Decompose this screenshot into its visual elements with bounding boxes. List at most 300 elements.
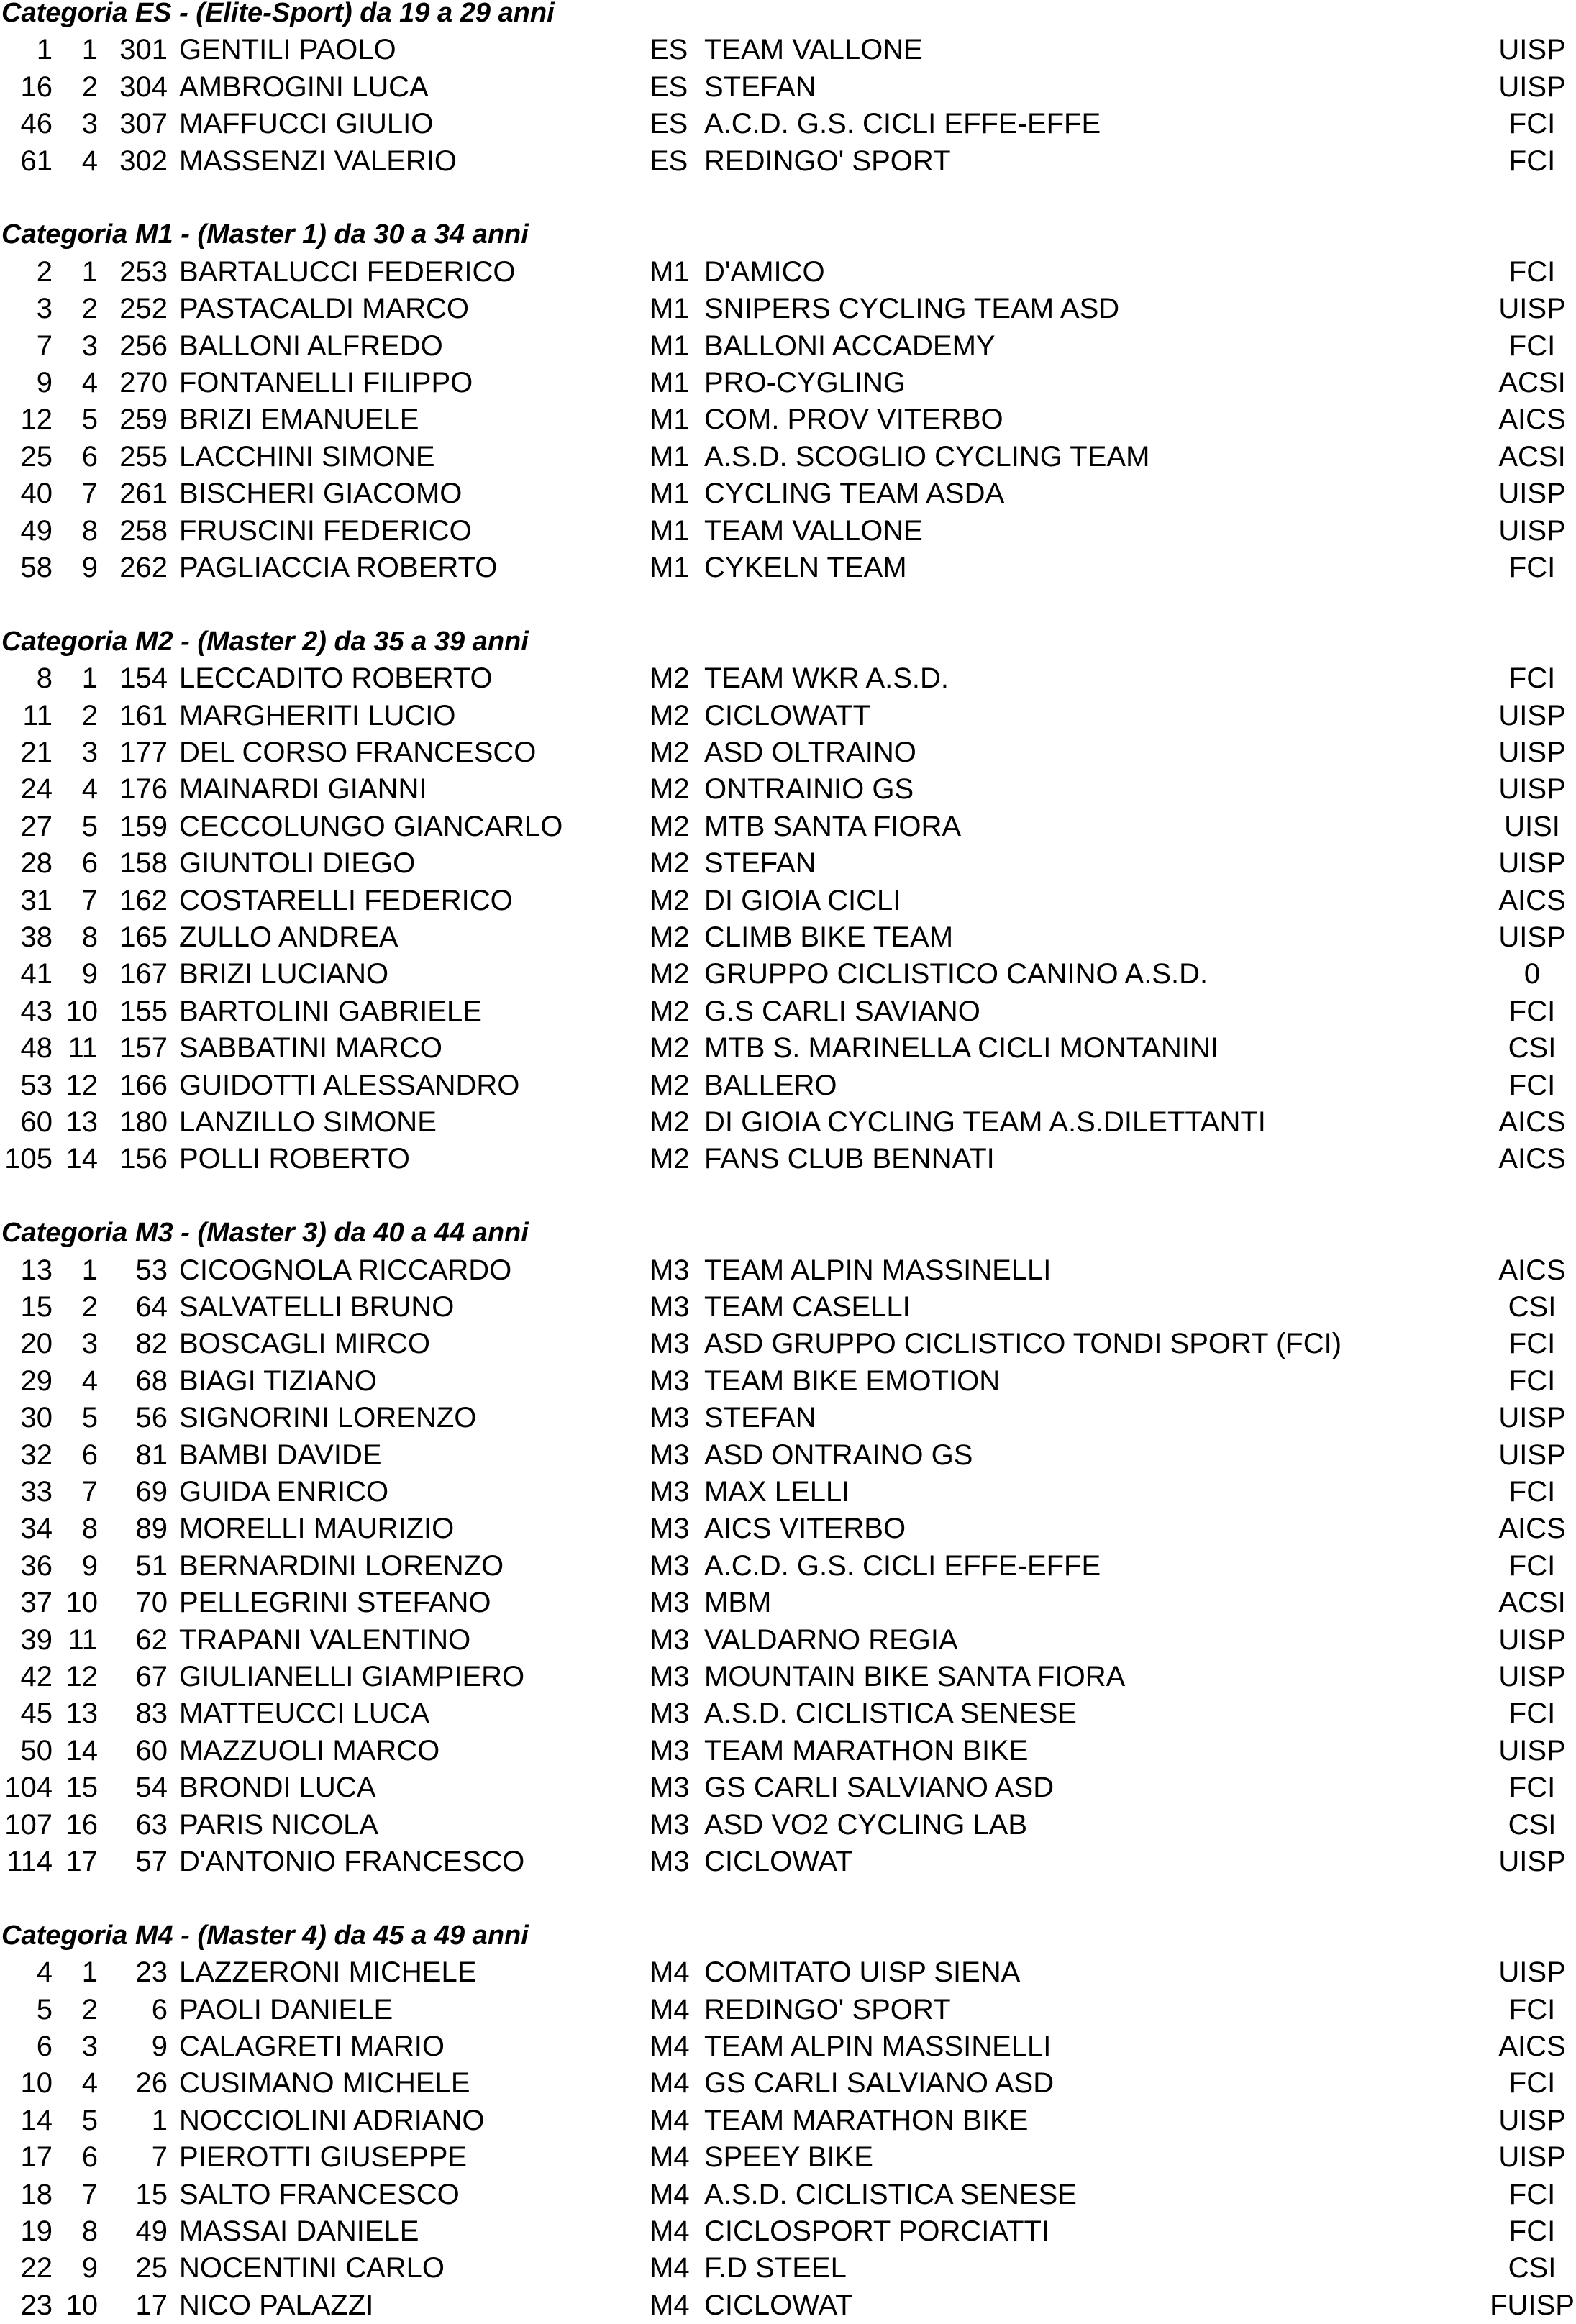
federation: FCI — [1508, 255, 1556, 288]
rider-name: BIAGI TIZIANO — [179, 1364, 377, 1397]
team-name: COMITATO UISP SIENA — [704, 1956, 1021, 1989]
category-code: M2 — [650, 699, 690, 732]
category-position: 17 — [65, 1846, 98, 1877]
federation: UISP — [1498, 773, 1566, 806]
team-name: TEAM ALPIN MASSINELLI — [704, 2031, 1052, 2062]
team-name: ASD ONTRAINO GS — [704, 1439, 973, 1471]
bib-number: 7 — [151, 2141, 168, 2174]
category-code: M2 — [650, 1032, 690, 1065]
category-position: 2 — [81, 699, 98, 732]
bib-number: 62 — [135, 1623, 168, 1656]
federation: UISP — [1498, 1623, 1566, 1656]
federation: FCI — [1508, 1364, 1556, 1397]
federation: UISP — [1498, 1956, 1566, 1989]
category-position: 9 — [81, 1549, 98, 1582]
overall-position: 61 — [20, 145, 53, 177]
bib-number: 1 — [151, 2104, 168, 2136]
team-name: CYKELN TEAM — [704, 552, 907, 583]
result-row — [0, 770, 1576, 808]
overall-position: 18 — [20, 2178, 53, 2210]
result-row — [0, 993, 1576, 1030]
category-code: M3 — [650, 1328, 690, 1360]
federation: FCI — [1508, 329, 1556, 362]
bib-number: 15 — [135, 2178, 168, 2210]
bib-number: 60 — [135, 1734, 168, 1767]
federation: UISP — [1498, 2104, 1566, 2136]
category-position: 10 — [65, 995, 98, 1027]
team-name: REDINGO' SPORT — [704, 145, 951, 177]
bib-number: 270 — [119, 367, 168, 398]
overall-position: 7 — [36, 329, 53, 362]
category-position: 1 — [81, 662, 98, 695]
team-name: GS CARLI SALVIANO ASD — [704, 1772, 1055, 1804]
category-position: 7 — [81, 2178, 98, 2210]
result-row — [0, 1621, 1576, 1659]
rider-name: MAZZUOLI MARCO — [179, 1734, 440, 1767]
category-code: M1 — [650, 367, 690, 398]
federation: UISP — [1498, 293, 1566, 325]
rider-name: ZULLO ANDREA — [179, 921, 398, 953]
federation: FCI — [1508, 2178, 1556, 2210]
overall-position: 40 — [20, 478, 53, 510]
overall-position: 16 — [20, 70, 53, 103]
category-code: M1 — [650, 552, 690, 583]
bib-number: 49 — [135, 2215, 168, 2247]
team-name: TEAM MARATHON BIKE — [704, 1734, 1029, 1767]
rider-name: BAMBI DAVIDE — [179, 1439, 382, 1471]
result-row — [0, 2064, 1576, 2102]
overall-position: 41 — [20, 958, 53, 990]
overall-position: 13 — [20, 1254, 53, 1286]
rider-name: MASSENZI VALERIO — [179, 145, 457, 177]
rider-name: SALTO FRANCESCO — [179, 2178, 460, 2210]
federation: UISP — [1498, 34, 1566, 66]
rider-name: FONTANELLI FILIPPO — [179, 367, 473, 398]
category-code: M3 — [650, 1402, 690, 1434]
category-code: M1 — [650, 293, 690, 325]
team-name: CICLOSPORT PORCIATTI — [704, 2215, 1050, 2247]
bib-number: 304 — [119, 70, 168, 103]
result-row — [0, 1769, 1576, 1806]
rider-name: NICO PALAZZI — [179, 2289, 374, 2321]
bib-number: 162 — [119, 884, 168, 916]
category-position: 15 — [65, 1772, 98, 1804]
category-code: M4 — [650, 2215, 690, 2247]
category-position: 5 — [81, 404, 98, 436]
result-row — [0, 2176, 1576, 2213]
federation: FCI — [1508, 1069, 1556, 1101]
category-position: 13 — [65, 1698, 98, 1730]
result-row — [0, 955, 1576, 993]
overall-position: 36 — [20, 1549, 53, 1582]
federation: AICS — [1498, 2031, 1566, 2062]
rider-name: BISCHERI GIACOMO — [179, 478, 463, 510]
overall-position: 29 — [20, 1364, 53, 1397]
team-name: G.S CARLI SAVIANO — [704, 995, 980, 1027]
category-code: M2 — [650, 773, 690, 806]
bib-number: 180 — [119, 1106, 168, 1138]
bib-number: 6 — [151, 1993, 168, 2025]
federation: 0 — [1523, 958, 1541, 990]
result-row — [0, 1658, 1576, 1695]
team-name: CICLOWATT — [704, 699, 871, 732]
federation: AICS — [1498, 1143, 1566, 1175]
rider-name: MARGHERITI LUCIO — [179, 699, 456, 732]
rider-name: BARTOLINI GABRIELE — [179, 995, 482, 1027]
team-name: AICS VITERBO — [704, 1513, 906, 1545]
overall-position: 50 — [20, 1734, 53, 1767]
result-row — [0, 697, 1576, 734]
federation: AICS — [1498, 1513, 1566, 1545]
bib-number: 252 — [119, 293, 168, 325]
category-position: 4 — [81, 2067, 98, 2100]
rider-name: BRONDI LUCA — [179, 1772, 376, 1804]
federation: ACSI — [1498, 440, 1566, 473]
result-row — [0, 1252, 1576, 1289]
result-row — [0, 808, 1576, 845]
rider-name: BERNARDINI LORENZO — [179, 1549, 504, 1582]
category-code: M1 — [650, 404, 690, 436]
bib-number: 81 — [135, 1439, 168, 1471]
category-position: 3 — [81, 2031, 98, 2062]
result-row — [0, 364, 1576, 401]
federation: UISP — [1498, 921, 1566, 953]
team-name: STEFAN — [704, 1402, 816, 1434]
result-row — [0, 2102, 1576, 2139]
bib-number: 154 — [119, 662, 168, 695]
result-row — [0, 1029, 1576, 1067]
bib-number: 307 — [119, 108, 168, 140]
bib-number: 176 — [119, 773, 168, 806]
bib-number: 57 — [135, 1846, 168, 1877]
category-position: 6 — [81, 1439, 98, 1471]
team-name: SNIPERS CYCLING TEAM ASD — [704, 293, 1120, 325]
bib-number: 256 — [119, 329, 168, 362]
bib-number: 51 — [135, 1549, 168, 1582]
category-position: 11 — [68, 1623, 98, 1656]
category-position: 12 — [65, 1661, 98, 1692]
team-name: D'AMICO — [704, 255, 825, 288]
bib-number: 259 — [119, 404, 168, 436]
rider-name: PIEROTTI GIUSEPPE — [179, 2141, 468, 2174]
category-code: M3 — [650, 1808, 690, 1841]
category-code: ES — [650, 145, 688, 177]
overall-position: 14 — [20, 2104, 53, 2136]
team-name: DI GIOIA CYCLING TEAM A.S.DILETTANTI — [704, 1106, 1266, 1138]
bib-number: 70 — [135, 1587, 168, 1619]
result-row — [0, 1325, 1576, 1362]
result-row — [0, 2138, 1576, 2176]
federation: UISP — [1498, 514, 1566, 547]
result-row — [0, 1473, 1576, 1510]
category-position: 5 — [81, 2104, 98, 2136]
team-name: A.C.D. G.S. CICLI EFFE-EFFE — [704, 1549, 1101, 1582]
result-row — [0, 1732, 1576, 1769]
result-row — [0, 31, 1576, 68]
category-code: M3 — [650, 1661, 690, 1692]
rider-name: BRIZI EMANUELE — [179, 404, 419, 436]
rider-name: PARIS NICOLA — [179, 1808, 379, 1841]
overall-position: 46 — [20, 108, 53, 140]
bib-number: 167 — [119, 958, 168, 990]
category-position: 3 — [81, 108, 98, 140]
team-name: MOUNTAIN BIKE SANTA FIORA — [704, 1661, 1126, 1692]
category-position: 5 — [81, 1402, 98, 1434]
team-name: TEAM VALLONE — [704, 514, 923, 547]
result-row — [0, 68, 1576, 106]
result-row — [0, 290, 1576, 327]
result-row — [0, 1436, 1576, 1474]
result-row — [0, 1103, 1576, 1141]
rider-name: POLLI ROBERTO — [179, 1143, 410, 1175]
category-position: 3 — [81, 737, 98, 768]
category-position: 4 — [81, 1364, 98, 1397]
bib-number: 158 — [119, 847, 168, 880]
result-row — [0, 882, 1576, 919]
federation: CSI — [1508, 1032, 1557, 1065]
category-position: 4 — [81, 773, 98, 806]
category-position: 6 — [81, 847, 98, 880]
result-row — [0, 142, 1576, 180]
rider-name: D'ANTONIO FRANCESCO — [179, 1846, 525, 1877]
rider-name: PELLEGRINI STEFANO — [179, 1587, 491, 1619]
result-row — [0, 919, 1576, 956]
category-code: M3 — [650, 1291, 690, 1323]
federation: UISP — [1498, 1846, 1566, 1877]
category-heading: Categoria ES - (Elite-Sport) da 19 a 29 anni — [1, 0, 555, 28]
category-position: 6 — [81, 440, 98, 473]
rider-name: COSTARELLI FEDERICO — [179, 884, 513, 916]
category-position: 10 — [65, 1587, 98, 1619]
bib-number: 302 — [119, 145, 168, 177]
bib-number: 54 — [135, 1772, 168, 1804]
result-row — [0, 1067, 1576, 1104]
result-row — [0, 1362, 1576, 1400]
team-name: A.C.D. G.S. CICLI EFFE-EFFE — [704, 108, 1101, 140]
category-position: 1 — [81, 34, 98, 66]
bib-number: 161 — [119, 699, 168, 732]
result-row — [0, 1399, 1576, 1436]
category-position: 9 — [81, 958, 98, 990]
team-name: TEAM VALLONE — [704, 34, 923, 66]
category-position: 11 — [68, 1032, 98, 1065]
result-row — [0, 1288, 1576, 1326]
category-position: 4 — [81, 145, 98, 177]
team-name: REDINGO' SPORT — [704, 1993, 951, 2025]
rider-name: FRUSCINI FEDERICO — [179, 514, 472, 547]
team-name: TEAM CASELLI — [704, 1291, 911, 1323]
federation: UISP — [1498, 737, 1566, 768]
category-code: ES — [650, 34, 688, 66]
rider-name: CICOGNOLA RICCARDO — [179, 1254, 512, 1286]
team-name: VALDARNO REGIA — [704, 1623, 958, 1656]
bib-number: 157 — [119, 1032, 168, 1065]
federation: UISP — [1498, 1439, 1566, 1471]
result-row — [0, 1954, 1576, 1991]
category-position: 8 — [81, 921, 98, 953]
overall-position: 114 — [6, 1846, 53, 1877]
team-name: COM. PROV VITERBO — [704, 404, 1003, 436]
category-position: 9 — [81, 2252, 98, 2284]
result-row — [0, 401, 1576, 438]
overall-position: 1 — [36, 34, 53, 66]
category-code: M3 — [650, 1254, 690, 1286]
category-code: M3 — [650, 1698, 690, 1730]
category-code: M4 — [650, 2141, 690, 2174]
category-position: 8 — [81, 514, 98, 547]
team-name: STEFAN — [704, 70, 816, 103]
result-row — [0, 1547, 1576, 1585]
result-row — [0, 1843, 1576, 1880]
federation: FCI — [1508, 1698, 1556, 1730]
category-code: M4 — [650, 2031, 690, 2062]
category-code: M4 — [650, 2104, 690, 2136]
team-name: A.S.D. CICLISTICA SENESE — [704, 2178, 1077, 2210]
overall-position: 31 — [20, 884, 53, 916]
overall-position: 32 — [20, 1439, 53, 1471]
bib-number: 159 — [119, 810, 168, 842]
bib-number: 69 — [135, 1476, 168, 1508]
overall-position: 9 — [36, 367, 53, 398]
federation: FCI — [1508, 552, 1556, 583]
category-code: M2 — [650, 1106, 690, 1138]
bib-number: 82 — [135, 1328, 168, 1360]
overall-position: 45 — [20, 1698, 53, 1730]
bib-number: 258 — [119, 514, 168, 547]
overall-position: 3 — [36, 293, 53, 325]
federation: UISP — [1498, 1734, 1566, 1767]
team-name: ONTRAINIO GS — [704, 773, 914, 806]
overall-position: 19 — [20, 2215, 53, 2247]
result-row — [0, 1806, 1576, 1844]
team-name: ASD VO2 CYCLING LAB — [704, 1808, 1028, 1841]
category-code: M1 — [650, 514, 690, 547]
overall-position: 42 — [20, 1661, 53, 1692]
rider-name: BRIZI LUCIANO — [179, 958, 389, 990]
result-row — [0, 327, 1576, 365]
federation: UISP — [1498, 478, 1566, 510]
category-code: M2 — [650, 1069, 690, 1101]
rider-name: MASSAI DANIELE — [179, 2215, 419, 2247]
result-row — [0, 1991, 1576, 2028]
team-name: CICLOWAT — [704, 2289, 853, 2321]
result-row — [0, 660, 1576, 697]
result-row — [0, 549, 1576, 586]
rider-name: SIGNORINI LORENZO — [179, 1402, 477, 1434]
team-name: A.S.D. CICLISTICA SENESE — [704, 1698, 1077, 1730]
category-position: 2 — [81, 70, 98, 103]
category-code: M3 — [650, 1772, 690, 1804]
category-position: 2 — [81, 1993, 98, 2025]
bib-number: 253 — [119, 255, 168, 288]
federation: AICS — [1498, 404, 1566, 436]
category-position: 7 — [81, 1476, 98, 1508]
team-name: MTB SANTA FIORA — [704, 810, 962, 842]
federation: FCI — [1508, 1549, 1556, 1582]
rider-name: BALLONI ALFREDO — [179, 329, 443, 362]
category-position: 5 — [81, 810, 98, 842]
rider-name: GUIDOTTI ALESSANDRO — [179, 1069, 520, 1101]
team-name: GRUPPO CICLISTICO CANINO A.S.D. — [704, 958, 1208, 990]
team-name: DI GIOIA CICLI — [704, 884, 901, 916]
overall-position: 4 — [36, 1956, 53, 1989]
category-code: M3 — [650, 1734, 690, 1767]
bib-number: 155 — [119, 995, 168, 1027]
rider-name: TRAPANI VALENTINO — [179, 1623, 471, 1656]
category-code: ES — [650, 108, 688, 140]
bib-number: 23 — [135, 1956, 168, 1989]
rider-name: CECCOLUNGO GIANCARLO — [179, 810, 563, 842]
category-code: M1 — [650, 329, 690, 362]
rider-name: MORELLI MAURIZIO — [179, 1513, 455, 1545]
result-row — [0, 734, 1576, 771]
rider-name: NOCCIOLINI ADRIANO — [179, 2104, 485, 2136]
result-row — [0, 512, 1576, 550]
category-code: M2 — [650, 847, 690, 880]
rider-name: MAINARDI GIANNI — [179, 773, 427, 806]
category-code: M3 — [650, 1513, 690, 1545]
category-position: 9 — [81, 552, 98, 583]
category-position: 2 — [81, 293, 98, 325]
rider-name: BARTALUCCI FEDERICO — [179, 255, 516, 288]
team-name: SPEEY BIKE — [704, 2141, 873, 2174]
bib-number: 255 — [119, 440, 168, 473]
category-code: M4 — [650, 1956, 690, 1989]
category-code: M2 — [650, 662, 690, 695]
bib-number: 261 — [119, 478, 168, 510]
bib-number: 177 — [119, 737, 168, 768]
bib-number: 64 — [135, 1291, 168, 1323]
bib-number: 165 — [119, 921, 168, 953]
federation: AICS — [1498, 1106, 1566, 1138]
overall-position: 24 — [20, 773, 53, 806]
result-row — [0, 475, 1576, 512]
category-position: 2 — [81, 1291, 98, 1323]
rider-name: BOSCAGLI MIRCO — [179, 1328, 430, 1360]
overall-position: 28 — [20, 847, 53, 880]
federation: ACSI — [1498, 1587, 1566, 1619]
federation: AICS — [1498, 1254, 1566, 1286]
overall-position: 107 — [4, 1808, 53, 1841]
category-code: M3 — [650, 1587, 690, 1619]
category-position: 3 — [81, 329, 98, 362]
team-name: ASD OLTRAINO — [704, 737, 916, 768]
rider-name: GUIDA ENRICO — [179, 1476, 389, 1508]
category-code: M3 — [650, 1476, 690, 1508]
result-row — [0, 1584, 1576, 1621]
category-position: 4 — [81, 367, 98, 398]
rider-name: PASTACALDI MARCO — [179, 293, 470, 325]
result-row — [0, 1695, 1576, 1732]
bib-number: 63 — [135, 1808, 168, 1841]
team-name: A.S.D. SCOGLIO CYCLING TEAM — [704, 440, 1150, 473]
overall-position: 58 — [20, 552, 53, 583]
result-row — [0, 2249, 1576, 2287]
bib-number: 83 — [135, 1698, 168, 1730]
federation: FCI — [1508, 1993, 1556, 2025]
category-position: 1 — [81, 1956, 98, 1989]
overall-position: 49 — [20, 514, 53, 547]
category-code: M2 — [650, 884, 690, 916]
federation: FCI — [1508, 108, 1556, 140]
overall-position: 10 — [20, 2067, 53, 2100]
overall-position: 11 — [22, 699, 53, 732]
federation: UISP — [1498, 1661, 1566, 1692]
overall-position: 15 — [20, 1291, 53, 1323]
category-code: M2 — [650, 958, 690, 990]
bib-number: 26 — [135, 2067, 168, 2100]
overall-position: 105 — [4, 1143, 53, 1175]
